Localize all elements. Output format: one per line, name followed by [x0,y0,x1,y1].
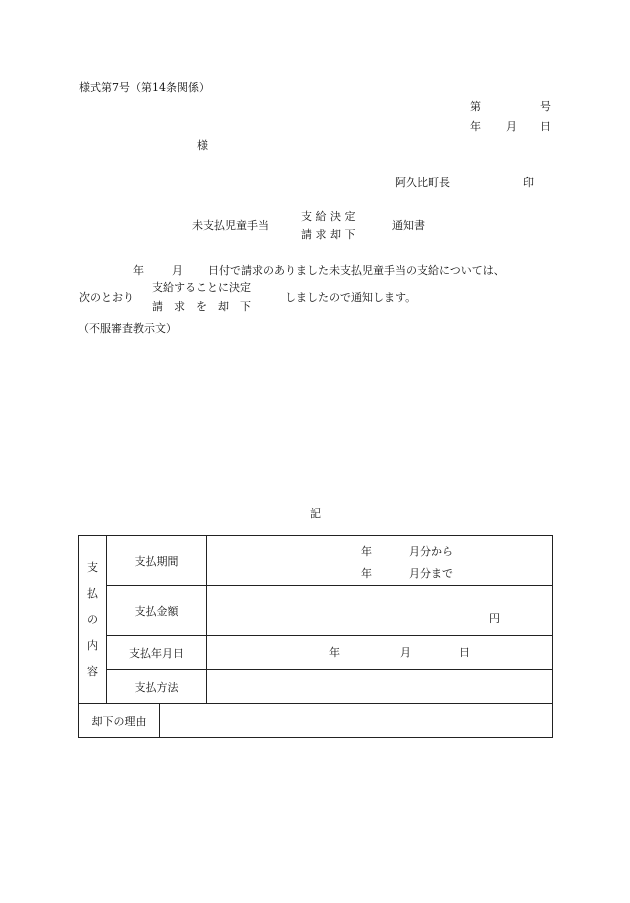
amount-value [207,586,553,636]
issuer-seal: 印 [523,176,534,189]
amount-unit: 円 [489,612,500,625]
form-title: 様式第7号（第14条関係） [79,81,210,94]
section-char-4: 内 [87,638,98,652]
period-label: 支払期間 [107,536,207,586]
date-day: 日 [540,120,551,133]
body-line2-suffix: しましたので通知します。 [285,291,417,304]
rejection-label: 却下の理由 [79,704,160,738]
doc-title-prefix: 未支払児童手当 [192,219,269,232]
payment-details-table [78,535,553,738]
section-char-1: 支 [87,560,98,574]
body-line2-prefix: 次のとおり [79,291,134,304]
body-option-decision: 支給することに決定 [152,281,251,294]
pay-date-month: 月 [400,646,411,659]
rejection-value [160,704,553,738]
appeal-notice: （不服審査教示文） [78,322,177,335]
period-value [207,536,553,586]
method-value [207,670,553,704]
body-month: 月 [172,264,183,277]
number-dai: 第 [470,100,481,113]
method-label: 支払方法 [107,670,207,704]
section-char-3: の [87,612,98,626]
pay-date-year: 年 [329,646,340,659]
section-label [79,536,107,704]
period-to-month: 月分まで [409,567,453,580]
doc-title-option-rejection: 請 求 却 下 [301,228,356,241]
amount-label: 支払金額 [107,586,207,636]
date-value [207,636,553,670]
date-month: 月 [506,120,517,133]
body-option-rejection: 請 求 を 却 下 [152,300,251,313]
body-year: 年 [133,264,144,277]
doc-title-option-decision: 支 給 決 定 [301,210,356,223]
body-line1: 日付で請求のありました未支払児童手当の支給については、 [208,264,505,277]
period-from-year: 年 [361,545,372,558]
date-year: 年 [470,120,481,133]
pay-date-day: 日 [459,646,470,659]
number-go: 号 [540,100,551,113]
date-label: 支払年月日 [107,636,207,670]
section-char-2: 払 [87,586,98,600]
doc-title-suffix: 通知書 [392,219,425,232]
ki-heading: 記 [310,507,321,520]
section-char-5: 容 [87,664,98,678]
period-to-year: 年 [361,567,372,580]
addressee-sama: 様 [197,139,208,152]
issuer-name: 阿久比町長 [395,176,450,189]
period-from-month: 月分から [409,545,453,558]
